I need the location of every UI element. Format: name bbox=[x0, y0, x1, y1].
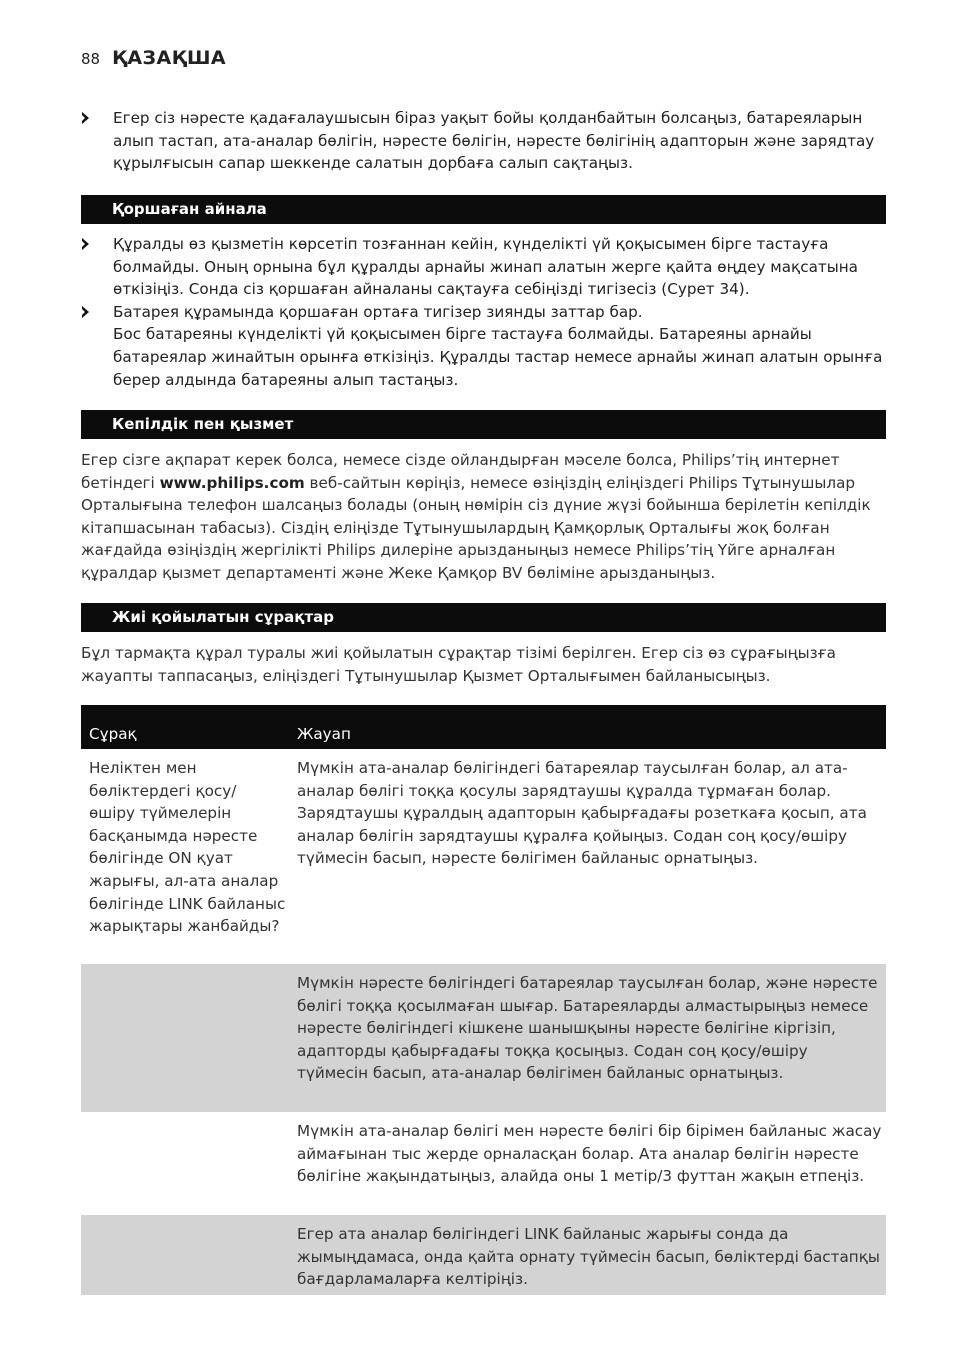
warranty-paragraph bbox=[81, 449, 886, 585]
answer-cell: Мүмкін ата-аналар бөлігіндегі батареялар таусылған болар, ал ата-аналар бөлігі тоққа қосулы зарядтаушы құралда тұрмаған болар. Зарядтаушы құралдың адапторын қабырғадағы розеткаға қосып, ата аналар бөлігін зарядтаушы құралға қойыңыз. Содан соң қосу/өшіру түймесін басып, нәресте бөлігімен байланыс орнатыңыз. bbox=[297, 759, 867, 868]
table-row bbox=[81, 1112, 886, 1215]
column-header-question: Сұрақ bbox=[89, 725, 137, 743]
intro-bullet-list bbox=[81, 107, 886, 175]
list-item bbox=[81, 301, 886, 391]
answer-cell: Мүмкін ата-аналар бөлігі мен нәресте бөлігі бір бірімен байланыс жасау аймағынан тыс жерде орналасқан болар. Ата аналар бөлігін нәресте бөлігіне жақындатыңыз, алайда оны 1 метір/3 футтан жақын етпеңіз. bbox=[297, 1122, 882, 1186]
bullet-text: Батарея құрамында қоршаған ортаға тигізер зиянды заттар бар. bbox=[113, 302, 643, 321]
list-item bbox=[81, 233, 886, 301]
bullet-text: Егер сіз нәресте қадағалаушысын біраз уақыт бойы қолданбайтын болсаңыз, батареяларын алып тастап, ата-аналар бөлігін, нәресте бөлігін, нәресте бөлігінің адапторын және зарядтау құрылғысын сапар шеккенде салатын дорбаға салып сақтаңыз. bbox=[113, 109, 875, 173]
faq-intro-paragraph: Бұл тармақта құрал туралы жиі қойылатын сұрақтар тізімі берілген. Егер сіз өз сұрағыңызға жауапты таппасаңыз, еліңіздегі Тұтынушылар Қызмет Орталығымен байланысыңыз. bbox=[81, 644, 836, 685]
bullet-text: Бос батареяны күнделікті үй қоқысымен бірге тастауға болмайды. Батареяны арнайы батареялар жинайтын орынға өткізіңіз. Құралды тастар немесе арнайы жинап алатын орынға берер алдында батареяны алып тастаңыз. bbox=[113, 325, 883, 389]
language-title: ҚАЗАҚША bbox=[112, 47, 227, 69]
bullet-arrow-icon bbox=[82, 112, 89, 124]
question-cell bbox=[81, 1215, 297, 1295]
section-heading-warranty: Кепілдік пен қызмет bbox=[81, 410, 886, 439]
section-heading-faq: Жиі қойылатын сұрақтар bbox=[81, 603, 886, 632]
answer-cell: Егер ата аналар бөлігіндегі LINK байланыс жарығы сонда да жымыңдамаса, онда қайта орнату түймесін басып, бөліктерді бастапқы бағдарламаларға келтіріңіз. bbox=[297, 1225, 880, 1289]
environment-bullet-list bbox=[81, 233, 886, 391]
philips-website-link[interactable]: www.philips.com bbox=[159, 473, 305, 492]
bullet-arrow-icon bbox=[82, 306, 89, 318]
section-heading-environment: Қоршаған айнала bbox=[81, 195, 886, 224]
warranty-text: Егер сізге ақпарат керек болса, немесе сізде ойландырған мәселе болса, Philips’тің интернет бетіндегі bbox=[81, 451, 840, 492]
table-row bbox=[81, 749, 886, 964]
bullet-arrow-icon bbox=[82, 238, 89, 250]
page-header bbox=[81, 47, 226, 69]
warranty-text: веб-сайтын көріңіз, немесе өзіңіздің еліңіздегі Philips Тұтынушылар Орталығына телефон шалсаңыз болады (оның нөмірін сіз дүние жүзі бойынша берілетін кепілдік кітапшасынан табасыз). Сіздің еліңізде Тұтынушылардың Қамқорлық Орталығы жоқ болған жағдайда өзіңіздің жергілікті Philips дилеріне арызданыңыз немесе Philips’тің Үйге арналған құралдар қызмет департаменті және Жеке Қамқор BV бөліміне арызданыңыз. bbox=[81, 473, 871, 582]
faq-table bbox=[81, 705, 886, 1295]
question-cell: Неліктен мен бөліктердегі қосу/ өшіру түймелерін басқанымда нәресте бөлігінде ON қуат жарығы, ал-ата аналар бөлігінде LINK байланыс жарықтары жанбайды? bbox=[89, 759, 286, 936]
question-cell bbox=[81, 1112, 297, 1215]
table-header bbox=[81, 705, 886, 749]
page-number: 88 bbox=[81, 50, 101, 68]
question-cell bbox=[81, 964, 297, 1112]
list-item bbox=[81, 107, 886, 175]
bullet-text: Құралды өз қызметін көрсетіп тозғаннан кейін, күнделікті үй қоқысымен бірге тастауға болмайды. Оның орнына бұл құралды арнайы жинап алатын жерге қайта өңдеу мақсатына өткізіңіз. Сонда сіз қоршаған айналаны сақтауға себіңізді тигізесіз (Сурет 34). bbox=[113, 235, 858, 299]
answer-cell: Мүмкін нәресте бөлігіндегі батареялар таусылған болар, және нәресте бөлігі тоққа қосылмаған шығар. Батареяларды алмастырыңыз немесе нәресте бөлігіндегі кішкене шанышқыны нәресте бөлігіне кіргізіп, адапторды қабырғадағы тоққа қосыңыз. Содан соң қосу/өшіру түймесін басып, ата-аналар бөлігімен байланыс орнатыңыз. bbox=[297, 974, 878, 1083]
column-header-answer: Жауап bbox=[297, 725, 351, 743]
table-row bbox=[81, 964, 886, 1112]
table-row bbox=[81, 1215, 886, 1295]
